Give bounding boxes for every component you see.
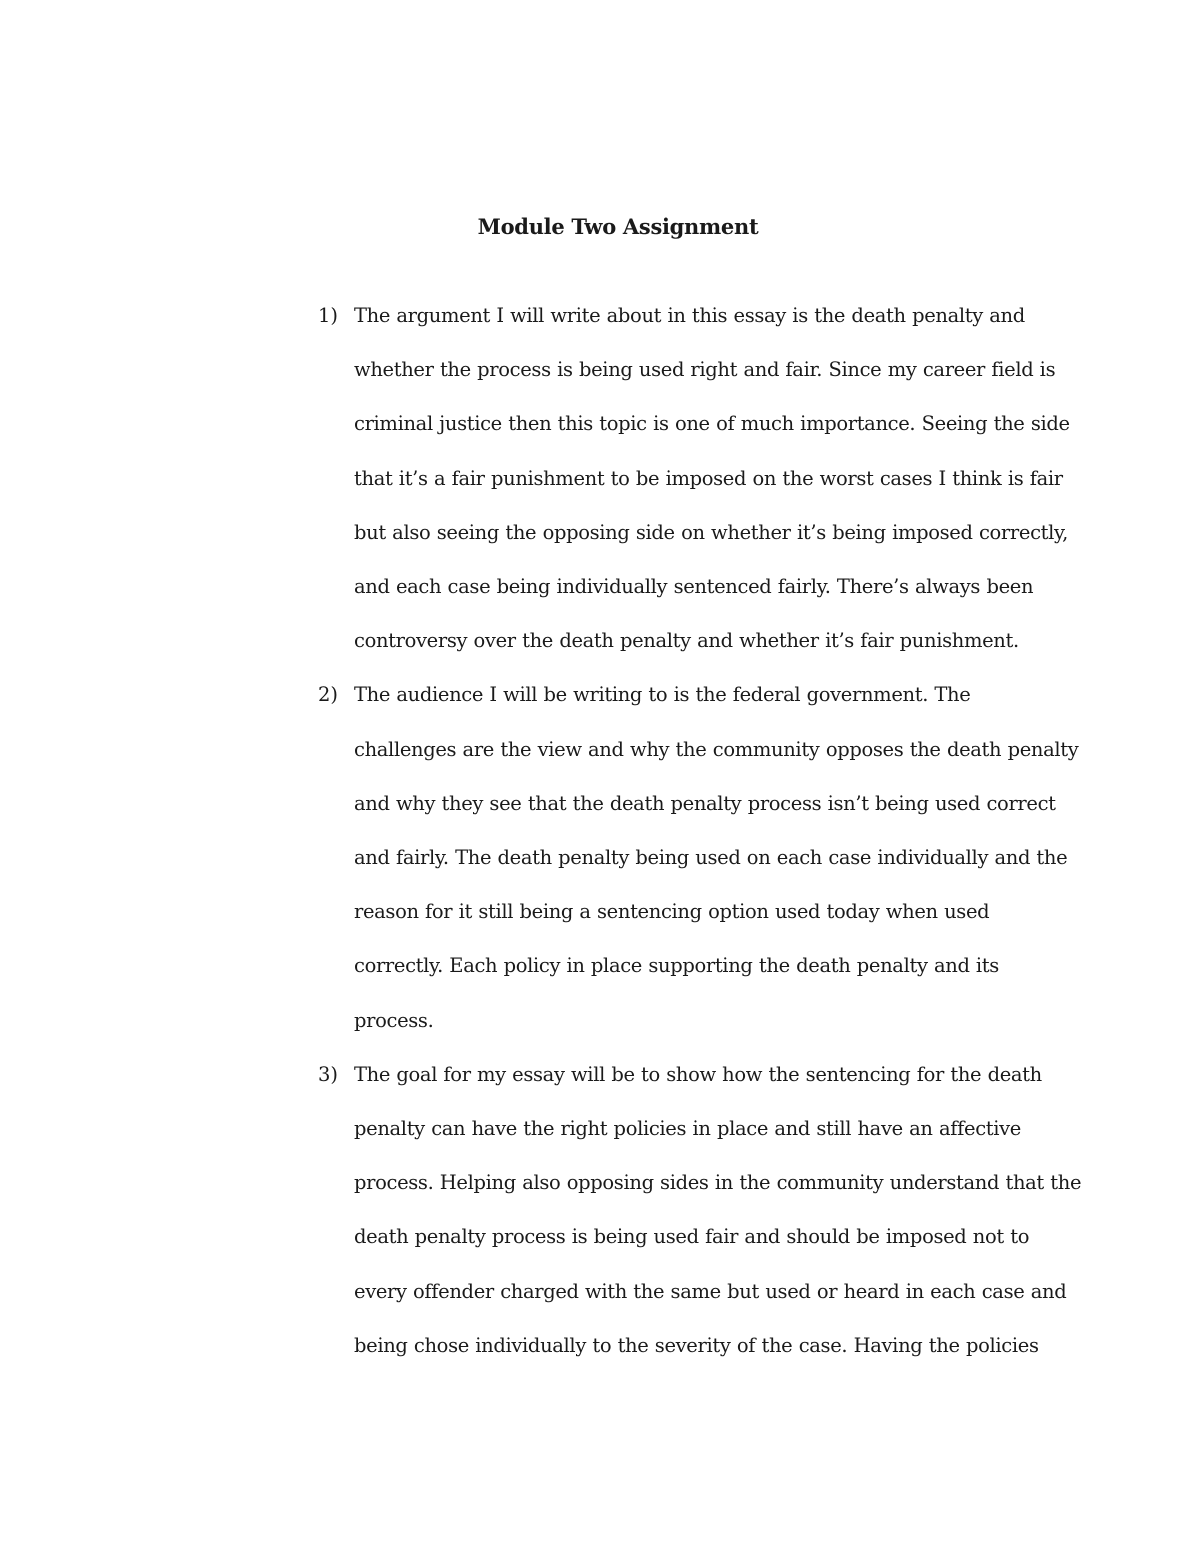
text-line: challenges are the view and why the community opposes the death penalty — [354, 737, 1079, 761]
text-line: controversy over the death penalty and whether it’s fair punishment. — [354, 629, 1019, 653]
document-title: Module Two Assignment — [477, 214, 759, 239]
list-item — [318, 289, 1078, 668]
text-line: process. Helping also opposing sides in the community understand that the — [354, 1171, 1082, 1195]
text-line: every offender charged with the same but used or heard in each case and — [354, 1279, 1067, 1303]
paragraph — [354, 1048, 1082, 1373]
text-line: criminal justice then this topic is one of much importance. Seeing the side — [354, 412, 1070, 436]
text-line: penalty can have the right policies in place and still have an affective — [354, 1117, 1021, 1141]
text-line: reason for it still being a sentencing option used today when used — [354, 900, 990, 924]
text-line: The goal for my essay will be to show how the sentencing for the death — [354, 1062, 1042, 1086]
text-line: The audience I will be writing to is the federal government. The — [354, 683, 971, 707]
text-line: and each case being individually sentenced fairly. There’s always been — [354, 575, 1034, 599]
paragraph — [354, 289, 1078, 668]
list-number: 3) — [318, 1062, 339, 1086]
text-line: and fairly. The death penalty being used on each case individually and the — [354, 846, 1068, 870]
list-item — [318, 668, 1078, 1047]
text-line: death penalty process is being used fair and should be imposed not to — [354, 1225, 1030, 1249]
text-line: The argument I will write about in this essay is the death penalty and — [354, 304, 1025, 327]
list-item — [318, 1048, 1082, 1373]
text-line: process. — [354, 1008, 434, 1032]
list-number: 1) — [318, 304, 339, 327]
text-line: but also seeing the opposing side on whether it’s being imposed correctly, — [354, 520, 1068, 544]
text-line: that it’s a fair punishment to be imposed on the worst cases I think is fair — [354, 466, 1063, 490]
text-line: and why they see that the death penalty process isn’t being used correct — [354, 791, 1056, 815]
text-line: being chose individually to the severity of the case. Having the policies — [354, 1333, 1039, 1357]
numbered-list — [318, 289, 1082, 1373]
text-line: correctly. Each policy in place supporting the death penalty and its — [354, 954, 999, 978]
list-number: 2) — [318, 683, 339, 707]
text-line: whether the process is being used right and fair. Since my career field is — [354, 358, 1056, 382]
paragraph — [354, 668, 1078, 1047]
